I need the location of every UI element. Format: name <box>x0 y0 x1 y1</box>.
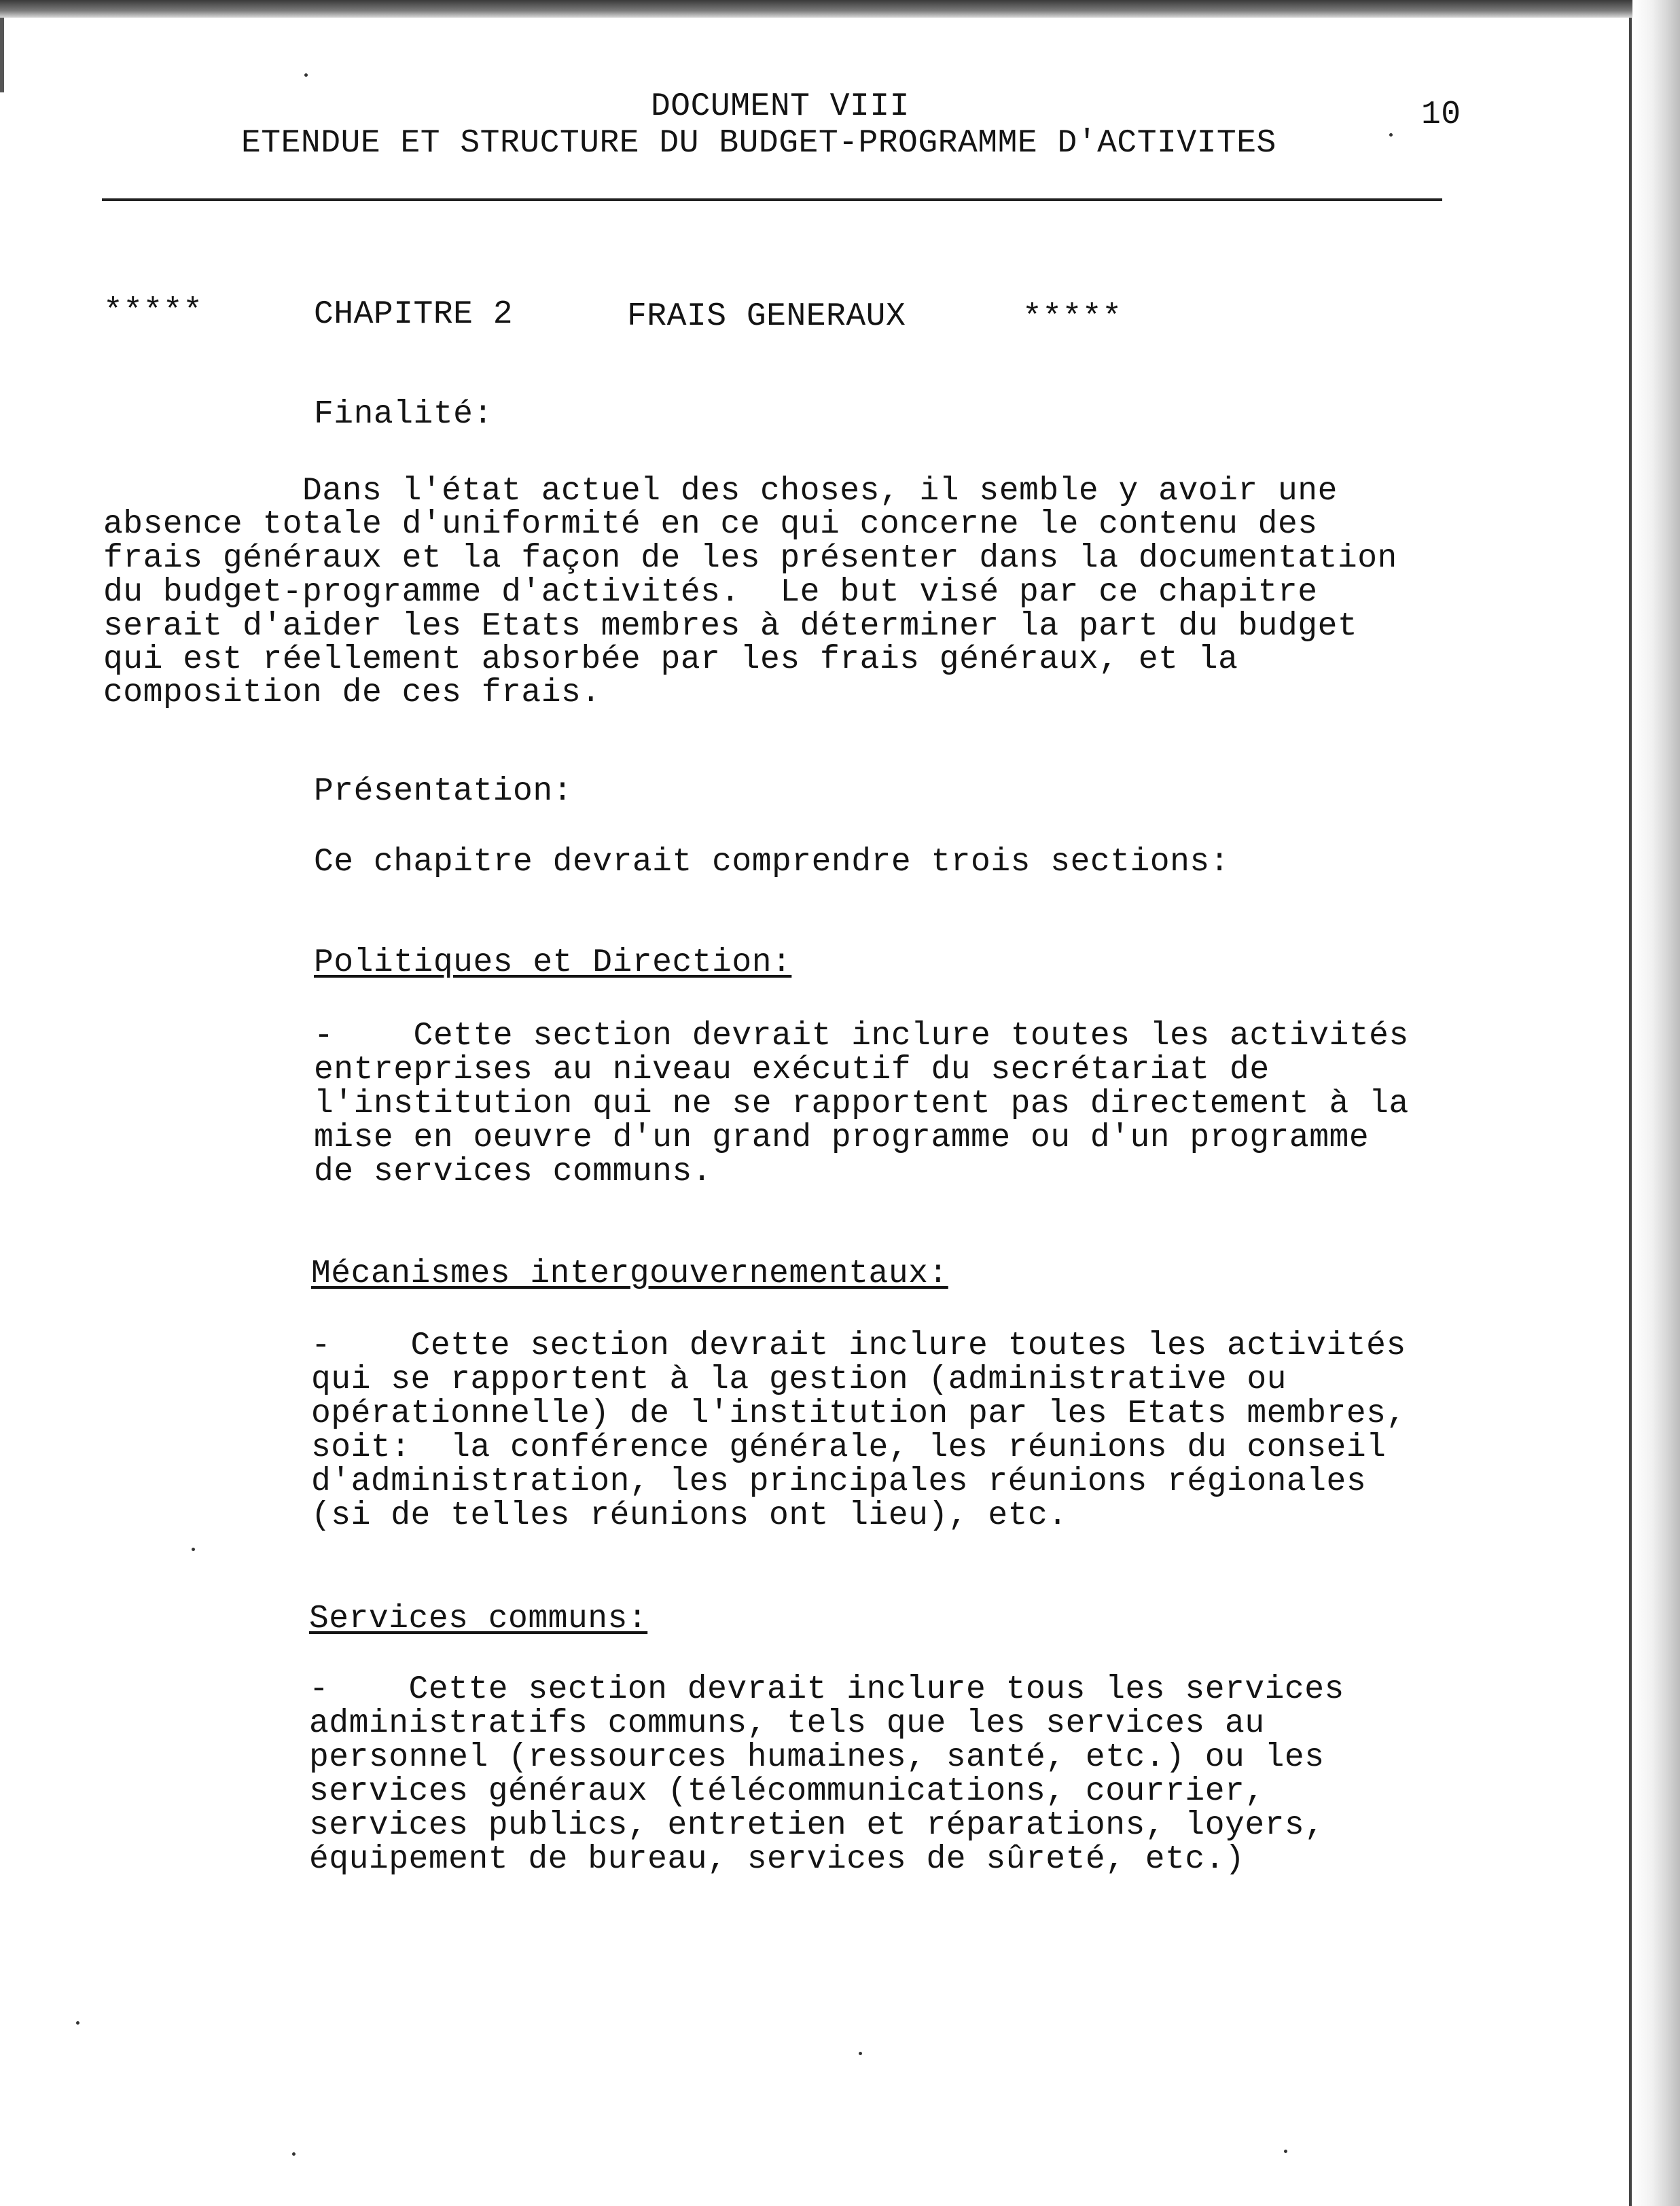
scan-speck <box>76 2021 79 2025</box>
section-line: qui se rapportent à la gestion (administrative ou <box>311 1362 1287 1398</box>
section-heading-mecanismes: Mécanismes intergouvernementaux: <box>311 1256 948 1292</box>
scan-speck <box>1389 133 1393 137</box>
header-rule <box>102 198 1442 201</box>
scan-top-border <box>0 0 1680 18</box>
chapter-stars-right: ***** <box>1022 300 1122 336</box>
section-line: personnel (ressources humaines, santé, etc.) ou les <box>309 1739 1325 1776</box>
section-line: équipement de bureau, services de sûreté, etc.) <box>309 1841 1245 1878</box>
document-title: DOCUMENT VIII <box>651 88 910 125</box>
chapter-label: CHAPITRE 2 <box>314 296 514 333</box>
section-line: - Cette section devrait inclure toutes les activités <box>314 1018 1409 1054</box>
section-line: services publics, entretien et réparations, loyers, <box>309 1807 1325 1844</box>
section-line: - Cette section devrait inclure toutes les activités <box>311 1328 1406 1364</box>
scan-right-shadow <box>1632 0 1680 2206</box>
section-line: soit: la conférence générale, les réunions du conseil <box>311 1429 1387 1466</box>
finalite-heading: Finalité: <box>314 396 493 433</box>
page-number: 10 <box>1421 96 1461 133</box>
section-line: entreprises au niveau exécutif du secrétariat de <box>314 1052 1270 1088</box>
presentation-intro: Ce chapitre devrait comprendre trois sections: <box>314 844 1230 880</box>
chapter-stars-left: ***** <box>103 293 203 330</box>
scan-speck <box>859 2052 862 2055</box>
finalite-line: composition de ces frais. <box>103 675 601 711</box>
finalite-line: absence totale d'uniformité en ce qui concerne le contenu des <box>103 506 1318 543</box>
section-line: (si de telles réunions ont lieu), etc. <box>311 1497 1068 1534</box>
finalite-line: Dans l'état actuel des choses, il semble y avoir une <box>103 473 1338 510</box>
document-subtitle: ETENDUE ET STRUCTURE DU BUDGET-PROGRAMME D'ACTIVITES <box>241 125 1276 162</box>
chapter-title: FRAIS GENERAUX <box>627 298 906 335</box>
finalite-line: frais généraux et la façon de les présenter dans la documentation <box>103 540 1397 577</box>
presentation-heading: Présentation: <box>314 773 573 810</box>
scan-speck <box>292 2152 296 2156</box>
section-heading-politiques: Politiques et Direction: <box>314 944 792 981</box>
scan-speck <box>1284 2150 1287 2153</box>
section-line: d'administration, les principales réunions régionales <box>311 1463 1367 1500</box>
finalite-line: qui est réellement absorbée par les frais généraux, et la <box>103 641 1238 678</box>
section-line: de services communs. <box>314 1154 713 1190</box>
section-line: - Cette section devrait inclure tous les services <box>309 1671 1344 1708</box>
section-heading-services: Services communs: <box>309 1601 648 1637</box>
scan-left-mark <box>0 18 4 92</box>
section-line: services généraux (télécommunications, courrier, <box>309 1773 1265 1810</box>
section-line: mise en oeuvre d'un grand programme ou d'un programme <box>314 1120 1370 1156</box>
scan-speck <box>304 73 308 77</box>
section-line: l'institution qui ne se rapportent pas directement à la <box>314 1086 1409 1122</box>
scan-right-edge <box>1629 18 1632 2206</box>
scan-speck <box>192 1548 195 1551</box>
finalite-line: serait d'aider les Etats membres à déterminer la part du budget <box>103 608 1358 645</box>
finalite-line: du budget-programme d'activités. Le but visé par ce chapitre <box>103 574 1318 611</box>
section-line: opérationnelle) de l'institution par les Etats membres, <box>311 1395 1406 1432</box>
section-line: administratifs communs, tels que les services au <box>309 1705 1265 1742</box>
